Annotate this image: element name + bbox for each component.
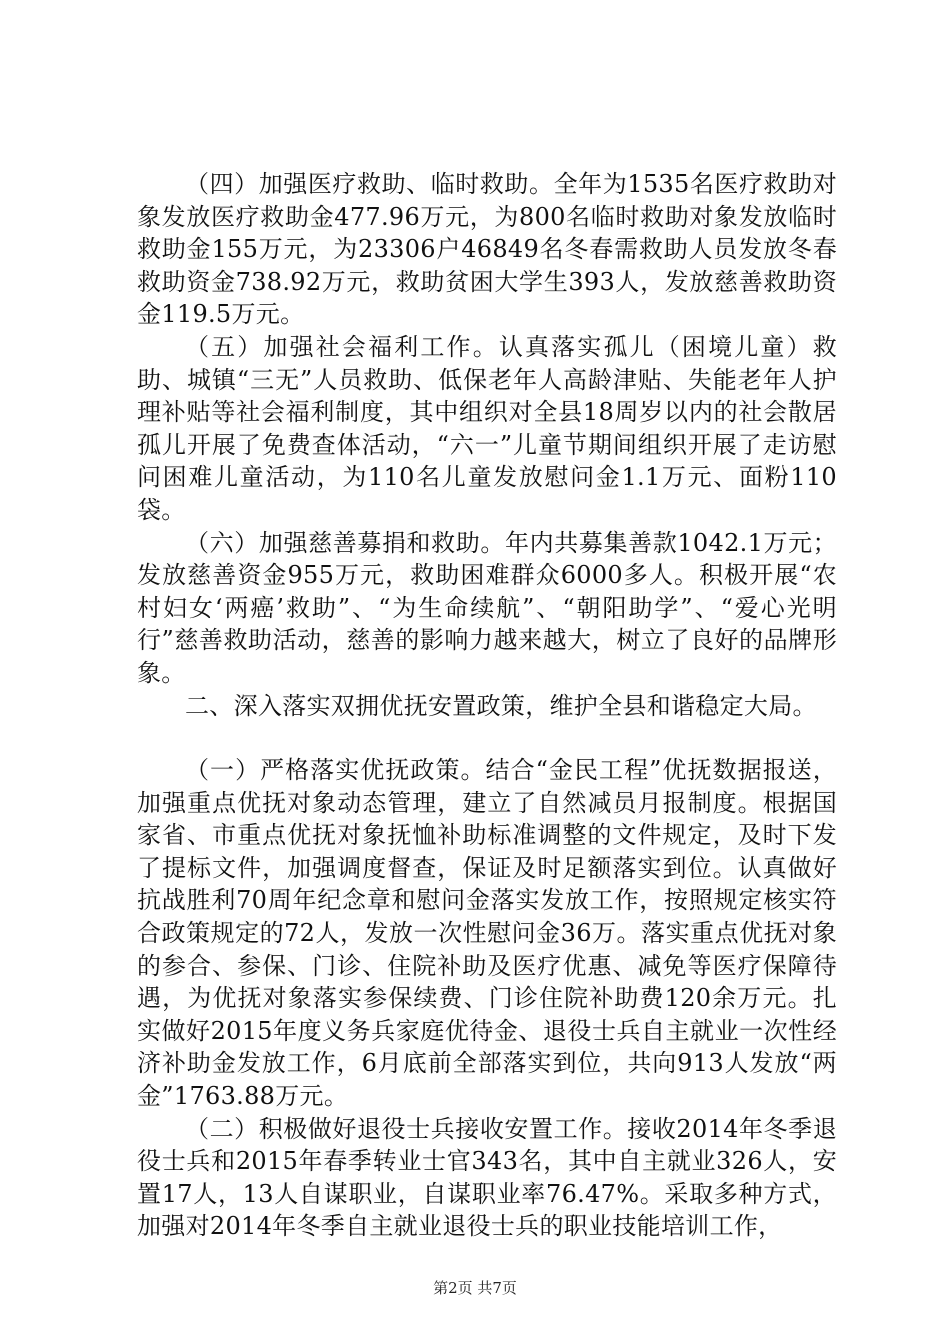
paragraph-preferential-policy: （一）严格落实优抚政策。结合“金民工程”优抚数据报送，加强重点优抚对象动态管理，建立了自然减员月报制度。根据国家省、市重点优抚对象抚恤补助标准调整的文件规定，及时下发了提标文件，加强调度督查，保证及时足额落实到位。认真做好抗战胜利70周年纪念章和慰问金落实发放工作，按照规定核实符合政策规定的72人，发放一次性慰问金36万。落实重点优抚对象的参合、参保、门诊、住院补助及医疗优惠、减免等医疗保障待遇，为优抚对象落实参保续费、门诊住院补助费120余万元。扎实做好2015年度义务兵家庭优待金、退役士兵自主就业一次性经济补助金发放工作，6月底前全部落实到位，共向913人发放“两金”1763.88万元。 (137, 756, 837, 1111)
page-number-footer: 第2页 共7页 (433, 1279, 517, 1297)
paragraph-medical-aid: （四）加强医疗救助、临时救助。全年为1535名医疗救助对象发放医疗救助金477.96万元，为800名临时救助对象发放临时救助金155万元，为23306户46849名冬春需救助人员发放冬春救助资金738.92万元，救助贫困大学生393人，发放慈善救助资金119.5万元。 (137, 170, 837, 329)
document-body (137, 168, 837, 1243)
paragraph-charity: （六）加强慈善募捐和救助。年内共募集善款1042.1万元；发放慈善资金955万元，救助困难群众6000多人。积极开展“农村妇女‘两癌’救助”、“为生命续航”、“朝阳助学”、“爱心光明行”慈善救助活动，慈善的影响力越来越大，树立了良好的品牌形象。 (137, 528, 837, 687)
section-heading-support-policy: 二、深入落实双拥优抚安置政策，维护全县和谐稳定大局。 (185, 691, 817, 720)
paragraph-veteran-placement: （二）积极做好退役士兵接收安置工作。接收2014年冬季退役士兵和2015年春季转业士官343名，其中自主就业326人，安置17人，13人自谋职业，自谋职业率76.47%。采取多种方式，加强对2014年冬季自主就业退役士兵的职业技能培训工作， (137, 1114, 837, 1241)
paragraph-social-welfare: （五）加强社会福利工作。认真落实孤儿（困境儿童）救助、城镇“三无”人员救助、低保老年人高龄津贴、失能老年人护理补贴等社会福利制度，其中组织对全县18周岁以内的社会散居孤儿开展了免费查体活动，“六一”儿童节期间组织开展了走访慰问困难儿童活动，为110名儿童发放慰问金1.1万元、面粉110袋。 (137, 332, 837, 524)
